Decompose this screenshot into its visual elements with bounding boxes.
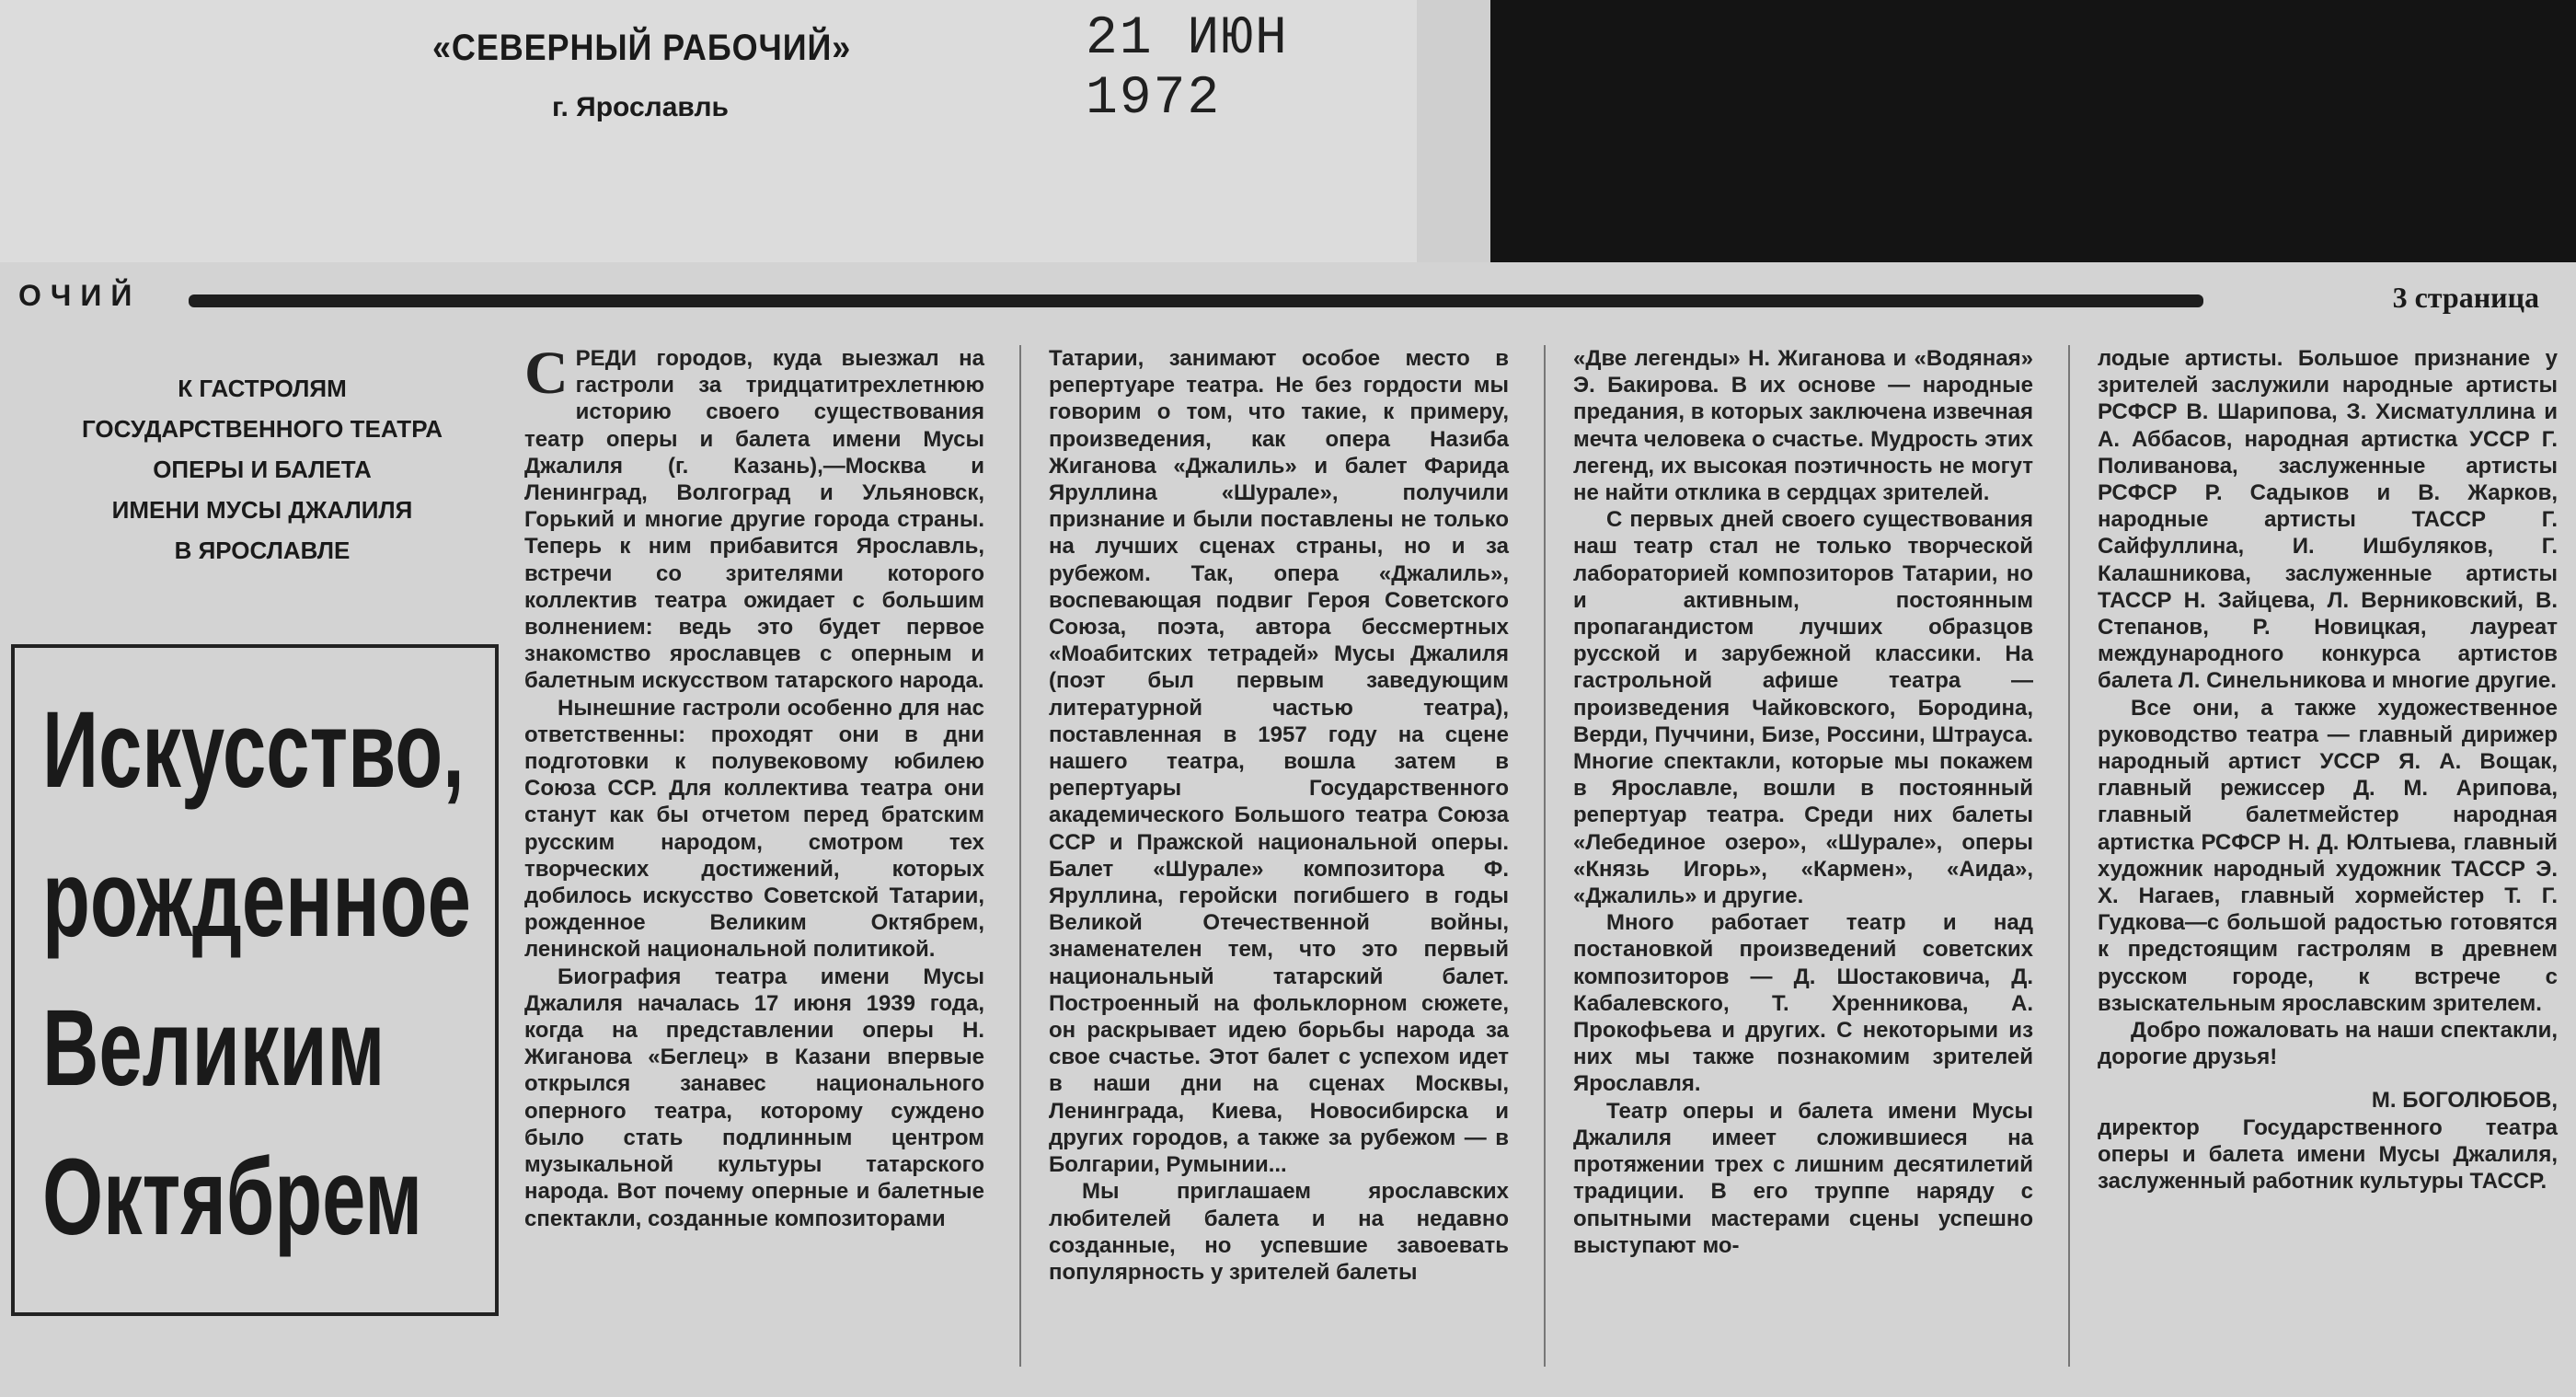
- headline-line: Искусство,: [42, 689, 465, 811]
- paragraph: Все они, а также художественное руководство театра — главный дирижер народный артист УССР Я. А. Вощак, главный режиссер Д. М. Арипова, главный балетмейстер народная артистка РСФСР Н. Д. Юлтыева, главный художник народный художник ТАССР Э. Х. Нагаев, главный хормейстер Т. Г. Гудкова—с большой радостью готовятся к предстоящим гастролям в древнем русском городе, к встрече с взыскательным ярославским зрителем.: [2098, 695, 2558, 1016]
- kicker-line: ОПЕРЫ И БАЛЕТА: [153, 456, 372, 483]
- headline-line: Октябрем: [42, 1137, 423, 1258]
- masthead-rule: [189, 294, 2203, 307]
- headline-box: [11, 644, 499, 1316]
- article-column-2: [1049, 345, 1509, 1286]
- author-name: М. БОГОЛЮБОВ,: [2371, 1088, 2558, 1114]
- article-column-4: [2098, 345, 2558, 1195]
- drop-cap: С: [524, 340, 569, 407]
- paragraph: Татарии, занимают особое место в репертуаре театра. Не без гордости мы говорим о том, что такие, к примеру, произведения, как опера Назиба Жиганова «Джалиль» и балет Фарида Яруллина «Шурале», получили признание и были поставлены не только на лучших сценах страны, но и за рубежом. Так, опера «Джалиль», воспевающая подвиг Героя Советского Союза, поэта, автора бессмертных «Моабитских тетрадей» Мусы Джалиля (поэт был первым заведующим литературной частью театра), поставленная в 1957 году на сцене нашего театра, вошла затем в репертуары Государственного академического Большого театра Союза ССР и Пражской национальной оперы. Балет «Шурале» композитора Ф. Яруллина, геройски погибшего в годы Великой Отечественной войны, знаменателен тем, что это первый национальный татарский балет. Построенный на фольклорном сюжете, он раскрывает идею борьбы народа за свое счастье. Этот балет с успехом идет в наши дни на сценах Москвы, Ленинграда, Киева, Новосибирска и других городов, а также за рубежом — в Болгарии, Румынии...: [1049, 346, 1509, 1178]
- kicker-line: ИМЕНИ МУСЫ ДЖАЛИЛЯ: [111, 496, 413, 524]
- newspaper-page: [0, 262, 2576, 1397]
- newspaper-city: г. Ярославль: [552, 92, 729, 122]
- article-kicker: [28, 368, 497, 571]
- page-number: 3 страница: [2392, 281, 2539, 314]
- headline-line: рожденное: [42, 838, 471, 960]
- paragraph: Мы приглашаем ярославских любителей балета и на недавно созданные, но успевшие завоевать популярность у зрителей балеты: [1049, 1179, 1509, 1285]
- paragraph: Нынешние гастроли особенно для нас ответственны: проходят они в дни подготовки к полувековому юбилею Союза ССР. Для коллектива театра они станут как бы отчетом перед братским русским народом, смотром тех творческих достижений, которых добилось искусство Советской Татарии, рожденное Великим Октябрем, ленинской национальной политикой.: [524, 695, 984, 963]
- masthead-fragment: ОЧИЙ: [18, 279, 142, 312]
- column-rule: [1019, 345, 1021, 1367]
- column-rule: [2068, 345, 2070, 1367]
- kicker-line: ГОСУДАРСТВЕННОГО ТЕАТРА: [81, 415, 443, 443]
- paragraph: [524, 340, 984, 695]
- paragraph: Театр оперы и балета имени Мусы Джалиля имеет сложившиеся на протяжении трех с лишним десятилетий традиции. В его труппе наряду с опытными мастерами сцены успешно выступают мо-: [1573, 1098, 2033, 1258]
- paragraph: лодые артисты. Большое признание у зрителей заслужили народные артисты РСФСР В. Шарипова, З. Хисматуллина и А. Аббасов, народная артистка УССР Г. Поливанова, заслуженные артисты РСФСР Р. Садыков и В. Жарков, народные артисты ТАССР Г. Сайфуллина, И. Ишбуляков, Г. Калашникова, заслуженные артисты ТАССР Н. Зайцева, Л. Верниковский, В. Степанов, Р. Новицкая, лауреат международного конкурса артистов балета Л. Синельникова и многие другие.: [2098, 346, 2558, 694]
- column-rule: [1544, 345, 1546, 1367]
- paragraph: Биография театра имени Мусы Джалиля началась 17 июня 1939 года, когда на представлении оперы Н. Жиганова «Беглец» в Казани впервые открылся занавес национального оперного театра, которому суждено было стать подлинным центром музыкальной культуры татарского народа. Вот почему оперные и балетные спектакли, созданные композиторами: [524, 964, 984, 1231]
- article-column-3: [1573, 345, 2033, 1259]
- kicker-line: В ЯРОСЛАВЛЕ: [174, 537, 351, 564]
- paragraph: «Две легенды» Н. Жиганова и «Водяная» Э. Бакирова. В их основе — народные предания, в которых заключена извечная мечта человека о счастье. Мудрость этих легенд, их высокая поэтичность не могут не найти отклика в сердцах зрителей.: [1573, 346, 2033, 506]
- paragraph: С первых дней своего существования наш театр стал не только творческой лабораторией композиторов Татарии, но и активным, постоянным пропагандистом лучших образцов русской и зарубежной классики. На гастрольной афише театра — произведения Чайковского, Бородина, Верди, Пуччини, Бизе, Россини, Штрауса. Многие спектакли, которые мы покажем в Ярославле, вошли в постоянный репертуар театра. Среди них балеты «Лебединое озеро», «Шурале», оперы «Князь Игорь», «Кармен», «Аида», «Джалиль» и другие.: [1573, 507, 2033, 909]
- clipping-label: [0, 0, 1417, 276]
- article-column-1: [524, 340, 984, 1232]
- paragraph: Добро пожаловать на наши спектакли, дорогие друзья!: [2098, 1018, 2558, 1070]
- headline-line: Великим: [42, 987, 385, 1109]
- paragraph-text: РЕДИ городов, куда выезжал на гастроли за тридцатитрехлетнюю историю своего существования театр оперы и балета имени Мусы Джалиля (г. Казань),—Москва и Ленинград, Волгоград и Ульяновск, Горький и многие другие города страны. Теперь к ним прибавится Ярославль, встречи со зрителями которого коллектив театра ожидает с большим волнением: ведь это будет первое знакомство ярославцев с оперным и балетным искусством татарского народа.: [524, 346, 984, 694]
- paragraph: Много работает театр и над постановкой произведений советских композиторов — Д. Шостаковича, Д. Кабалевского, Т. Хренникова, А. Прокофьева и других. С некоторыми из них мы также познакомим зрителей Ярославля.: [1573, 910, 2033, 1097]
- newspaper-name: «СЕВЕРНЫЙ РАБОЧИЙ»: [432, 28, 852, 68]
- kicker-line: К ГАСТРОЛЯМ: [178, 375, 347, 402]
- author-role: директор Государственного театра оперы и балета имени Мусы Джалиля, заслуженный работник культуры ТАССР.: [2098, 1114, 2558, 1195]
- scan-background: [1490, 0, 2576, 262]
- date-stamp: 21 ИЮН 1972: [1086, 9, 1289, 129]
